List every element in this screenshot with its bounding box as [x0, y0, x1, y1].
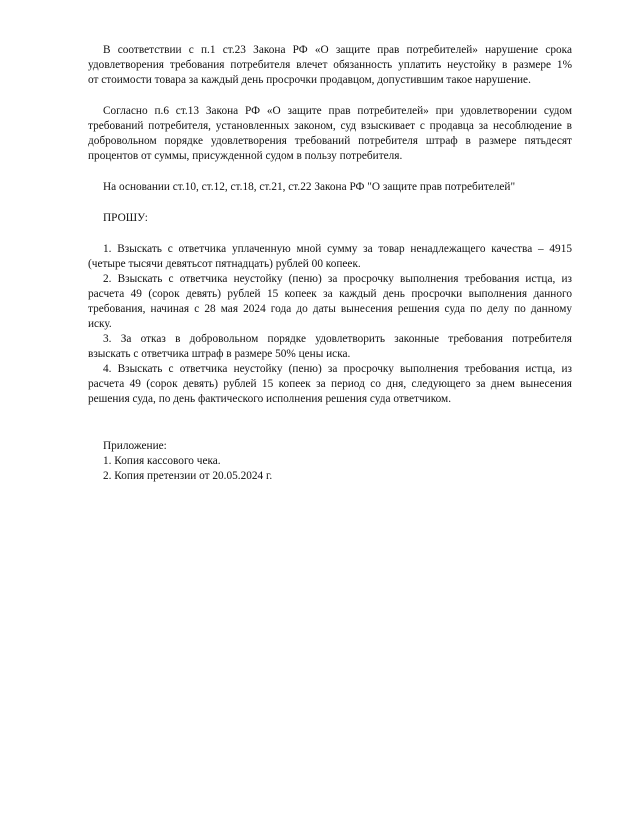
text-line: решения суда, по день фактического исполнения решения суда ответчиком.: [88, 393, 452, 405]
request-item-3: [88, 332, 572, 362]
text-line: Согласно п.6 ст.13 Закона РФ «О защите прав потребителей» при удовлетворении судом: [103, 105, 572, 117]
text-line: иску.: [88, 318, 112, 330]
request-heading: ПРОШУ:: [103, 212, 148, 224]
text-line: расчета 49 (сорок девять) рублей 15 копеек за каждый день просрочки выполнения данного: [88, 288, 572, 300]
legal-basis: На основании ст.10, ст.12, ст.18, ст.21, ст.22 Закона РФ "О защите прав потребителей": [103, 181, 516, 193]
text-line: (четыре тысячи девятьсот пятнадцать) рублей 00 копеек.: [88, 258, 361, 270]
text-line: В соответствии с п.1 ст.23 Закона РФ «О защите прав потребителей» нарушение срока: [103, 44, 572, 56]
text-line: взыскать с ответчика штраф в размере 50% цены иска.: [88, 348, 351, 360]
text-line: процентов от суммы, присужденной судом в пользу потребителя.: [88, 150, 403, 162]
text-line: удовлетворения требования потребителя влечет обязанность уплатить неустойку в размере 1%: [88, 59, 572, 71]
text-line: требований потребителя, установленных законом, суд взыскивает с продавца за несоблюдение в: [88, 120, 572, 132]
appendix-heading: Приложение:: [103, 440, 167, 452]
text-line: от стоимости товара за каждый день просрочки продавцом, допустившим такое нарушение.: [88, 74, 531, 86]
request-list: [88, 242, 572, 407]
paragraph-fine-law: [88, 104, 572, 164]
text-line: добровольном порядке удовлетворения требований потребителя штраф в размере пятьдесят: [88, 135, 572, 147]
text-line: 3. За отказ в добровольном порядке удовлетворить законные требования потребителя: [103, 333, 572, 345]
text-line: расчета 49 (сорок девять) рублей 15 копеек за период со дня, следующего за днем вынесения: [88, 378, 572, 390]
request-item-2: [88, 272, 572, 332]
appendix-item: 1. Копия кассового чека.: [103, 455, 221, 467]
text-line: 2. Взыскать с ответчика неустойку (пеню) за просрочку выполнения требования истца, из: [103, 273, 572, 285]
paragraph-penalty-law: [88, 43, 572, 88]
request-item-4: [88, 362, 572, 407]
request-item-1: [88, 242, 572, 272]
document-body: [88, 43, 572, 484]
text-line: 1. Взыскать с ответчика уплаченную мной сумму за товар ненадлежащего качества – 4915: [103, 243, 572, 255]
text-line: 4. Взыскать с ответчика неустойку (пеню) за просрочку выполнения требования истца, из: [103, 363, 572, 375]
appendix: [88, 439, 572, 484]
appendix-item: 2. Копия претензии от 20.05.2024 г.: [103, 470, 273, 482]
text-line: требования, начиная с 28 мая 2024 года до даты вынесения решения суда по делу по данному: [88, 303, 572, 315]
